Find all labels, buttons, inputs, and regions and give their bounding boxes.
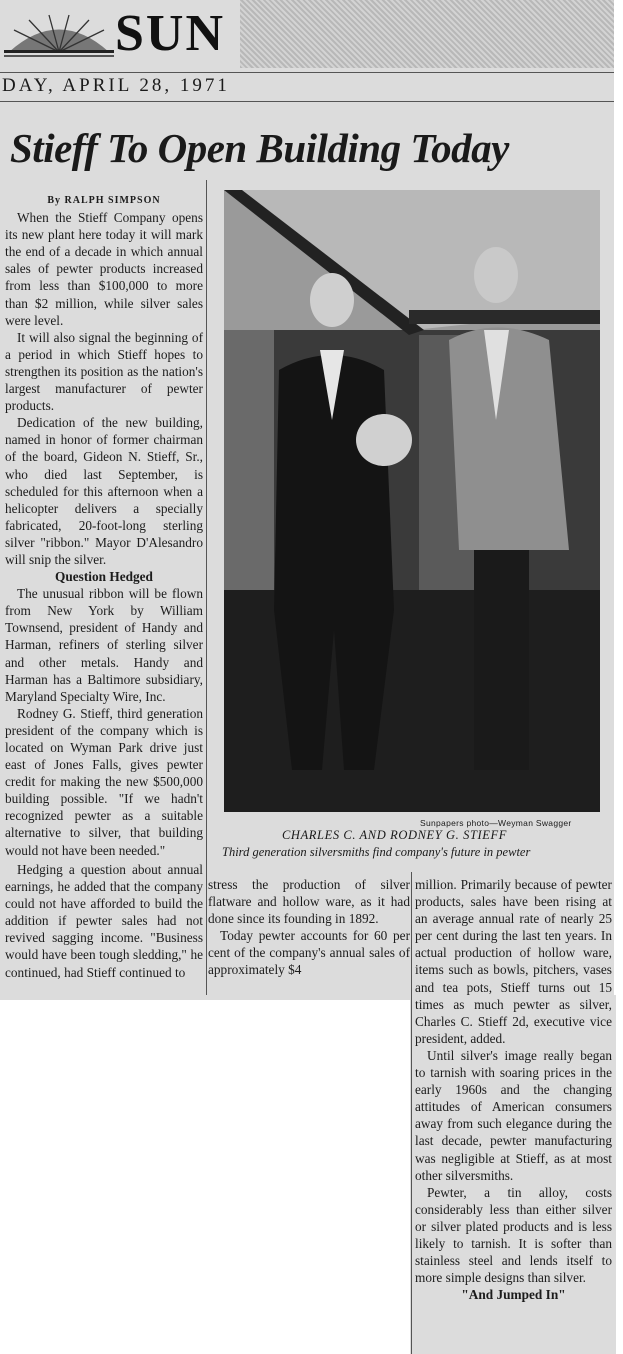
photo-illustration <box>224 190 600 812</box>
subhead-and-jumped-in: "And Jumped In" <box>461 1287 566 1303</box>
sunburst-logo-icon <box>4 12 114 60</box>
photo-stieff-brothers <box>224 190 600 812</box>
article-column-3 <box>415 876 612 1303</box>
masthead-name: SUN <box>115 5 226 62</box>
masthead-texture <box>240 0 614 68</box>
byline: By RALPH SIMPSON <box>47 195 161 206</box>
paragraph: Pewter, a tin alloy, costs considerably less than either silver or silver plated products and is less likely to tarnish. It is softer than stainless steel and lends itself to more simple designs than silver. <box>415 1184 612 1286</box>
column-rule <box>411 872 412 1354</box>
paragraph: When the Stieff Company opens its new plant here today it will mark the end of a decade in which annual sales of pewter products increased from less than $100,000 to more than $2 million, while silver sales were level. <box>5 210 203 328</box>
paragraph: Rodney G. Stieff, third generation president of the company which is located on Wyman Park drive just east of Jones Falls, gives pewter credit for making the new $500,000 building possible. "If we hadn't recognized pewter as a suitable alternative to silver, that building would not have been needed." <box>5 705 203 858</box>
photo-caption-names: CHARLES C. AND RODNEY G. STIEFF <box>282 828 507 842</box>
article-column-2 <box>208 876 410 979</box>
paragraph: stress the production of silver flatware and hollow ware, as it had done since its founding in 1892. <box>208 877 410 927</box>
paragraph: million. Primarily because of pewter products, sales have been rising at an average annual rate of nearly 25 per cent during the last ten years. In actual production of hollow ware, items such as bowls, pitchers, vases and tea pots, Stieff turns out 15 times as much pewter as silver, Charles C. Stieff 2d, executive vice president, added. <box>415 877 612 1046</box>
paragraph: It will also signal the beginning of a period in which Stieff hopes to strengthen its position as the nation's largest manufacturer of pewter products. <box>5 329 203 414</box>
paragraph: Hedging a question about annual earnings, he added that the company could not have afforded to build the addition if pewter sales had not revived sagging income. "Business would have been tough sledding," he continued, had Stieff continued to <box>5 862 203 980</box>
paragraph: The unusual ribbon will be flown from New York by William Townsend, president of Handy and Harman, refiners of sterling silver and other metals. Handy and Harman has a Baltimore subsidiary, Maryland Specialty Wire, Inc. <box>5 586 203 704</box>
dateline <box>0 72 614 102</box>
headline: Stieff To Open Building Today <box>10 125 509 171</box>
article-column-1-continued <box>5 861 203 981</box>
photo-caption: Third generation silversmiths find company's future in pewter <box>222 845 531 859</box>
column-rule <box>206 180 207 995</box>
photo-credit: Sunpapers photo—Weyman Swagger <box>420 818 572 828</box>
dateline-text: DAY, APRIL 28, 1971 <box>2 75 230 96</box>
article-column-1 <box>5 192 203 859</box>
paragraph: Today pewter accounts for 60 per cent of the company's annual sales of approximately $4 <box>208 928 410 978</box>
subhead-question-hedged: Question Hedged <box>55 569 153 585</box>
paragraph: Dedication of the new building, named in honor of former chairman of the board, Gideon N. Stieff, Sr., who died last September, is scheduled for this afternoon when a helicopter delivers a specially fabricated, 20-foot-long sterling silver "ribbon." Mayor D'Alesandro will snip the silver. <box>5 415 203 567</box>
paragraph: Until silver's image really began to tarnish with soaring prices in the early 1960s and the changing attitudes of American consumers away from such elegance during the last decade, pewter manufacturing was negligible at Stieff, as at most other silversmiths. <box>415 1047 612 1183</box>
masthead <box>0 0 614 70</box>
